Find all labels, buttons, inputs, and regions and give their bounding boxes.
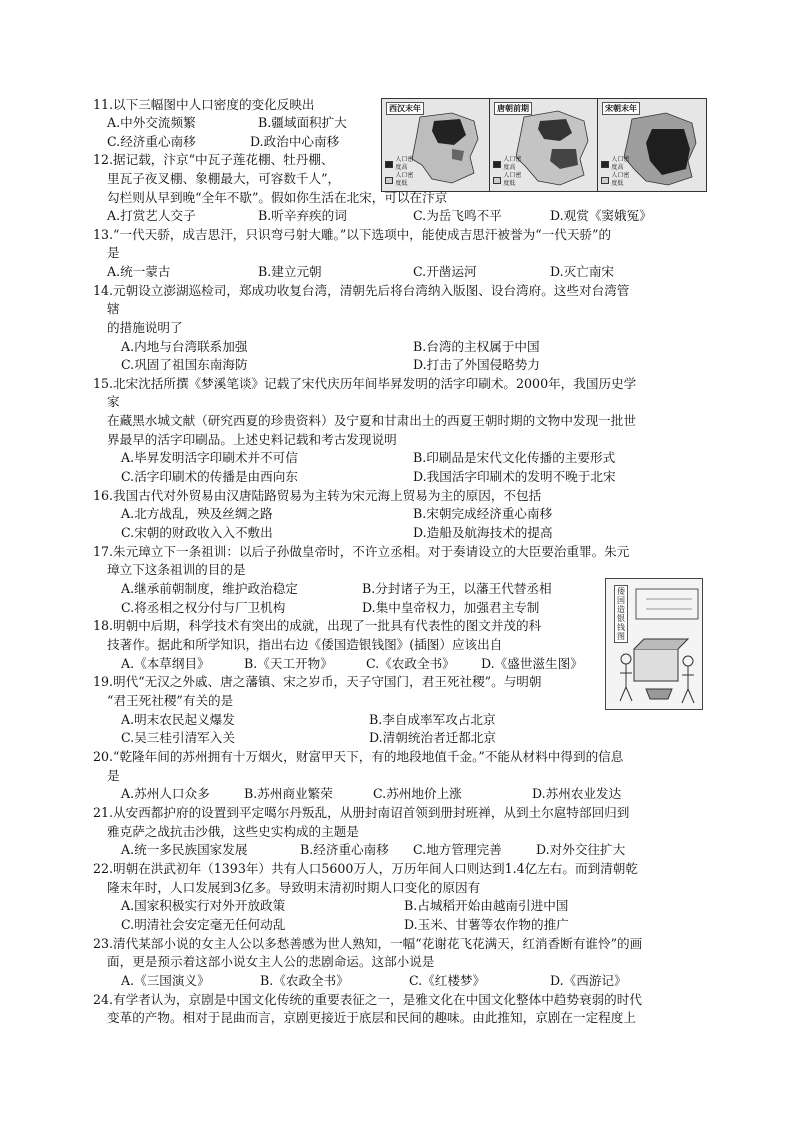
q19-stem-2: “君王死社稷”有关的是 [107,693,234,708]
q19-option-d: D.清朝统治者迁都北京 [369,730,496,745]
q22-option-b: B.占城稻开始由越南引进中国 [404,898,569,913]
q12-stem-3: 勾栏则从早到晚“全年不歇”。假如你生活在北宋，可以在汴京 [107,190,448,205]
q20-stem-2: 是 [107,768,120,783]
q18-stem-2: 技著作。据此和所学知识，指出右边《倭国造银钱图》(插图）应该出自 [107,637,503,652]
q14-stem-1: 14.元朝设立澎湖巡检司，郑成功收复台湾，清朝先后将台湾纳入版图、设台湾府。这些对台湾管 [93,283,630,298]
q17-option-c: C.将丞相之权分付与厂卫机构 [121,600,286,615]
map-title: 西汉末年 [386,102,424,115]
q15-option-b: B.印刷品是宋代文化传播的主要形式 [413,450,616,465]
q21-stem-1: 21.从安西都护府的设置到平定噶尔丹叛乱，从册封南诏首领到册封班禅，从到土尔扈特部回归到 [93,805,630,820]
q21-option-d: D.对外交往扩大 [536,842,626,857]
q23-option-d: D.《西游记》 [550,973,627,988]
q13-stem-1: 13.“一代天骄，成吉思汗，只识弯弓射大雕。”以下选项中，能使成吉思汗被誉为“一代天骄”的 [93,227,612,242]
q21-option-a: A.统一多民族国家发展 [121,842,248,857]
q22-option-c: C.明清社会安定毫无任何动乱 [121,917,286,932]
map-legend: 人口密度高 人口密度低 [601,156,635,188]
q16-option-c: C.宋朝的财政收入入不敷出 [121,525,273,540]
map-title: 唐朝前期 [494,102,532,115]
q14-option-c: C.巩固了祖国东南海防 [121,357,248,372]
q12-option-c: C.为岳飞鸣不平 [413,208,502,223]
q12-option-d: D.观赏《窦娥冤》 [550,208,652,223]
q15-stem-3: 在藏黑水城文献（研究西夏的珍贵资料）及宁夏和甘肃出土的西夏王朝时期的文物中发现一批世 [107,413,636,428]
q16-option-a: A.北方战乱，殃及丝绸之路 [121,506,273,521]
q14-stem-3: 的措施说明了 [107,320,183,335]
q21-option-b: B.经济重心南移 [300,842,389,857]
q13-option-b: B.建立元朝 [258,264,322,279]
q13-option-c: C.开凿运河 [413,264,477,279]
q23-option-c: C.《红楼梦》 [409,973,486,988]
q22-option-d: D.玉米、甘薯等农作物的推广 [404,917,569,932]
map-title: 宋朝末年 [602,102,640,115]
q12-stem-1: 12.据记载，汴京“中瓦子莲花棚、牡丹棚、 [93,152,334,167]
q13-option-d: D.灭亡南宋 [550,264,615,279]
q12-option-b: B.听辛弃疾的词 [258,208,347,223]
illustration-caption: 倭国造银钱图 [614,585,628,643]
map-late-song [597,98,707,192]
q11-option-d: D.政治中心南移 [250,134,340,149]
q18-option-b: B.《天工开物》 [244,656,333,671]
q19-option-a: A.明末农民起义爆发 [121,712,235,727]
q15-option-d: D.我国活字印刷术的发明不晚于北宋 [413,469,616,484]
q22-option-a: A.国家积极实行对外开放政策 [121,898,286,913]
q20-option-a: A.苏州人口众多 [121,786,210,801]
q23-option-b: B.《农政全书》 [260,973,349,988]
q20-option-d: D.苏州农业发达 [532,786,622,801]
q17-option-a: A.继承前朝制度，维护政治稳定 [121,581,298,596]
minting-illustration [605,578,703,710]
q11-option-c: C.经济重心南移 [107,134,196,149]
q12-stem-2: 里瓦子夜叉棚、象棚最大，可容数千人”， [107,171,341,186]
q14-option-a: A.内地与台湾联系加强 [121,339,248,354]
q17-stem-2: 璋立下这条祖训的目的是 [107,562,246,577]
q18-option-d: D.《盛世滋生图》 [481,656,583,671]
map-early-tang [489,98,599,192]
q20-option-c: C.苏州地价上涨 [373,786,462,801]
q15-stem-2: 家 [107,394,120,409]
q15-stem-1: 15.北宋沈括所撰《梦溪笔谈》记载了宋代庆历年间毕昇发明的活字印刷术。2000年，我国历史学 [93,376,637,391]
q14-stem-2: 辖 [107,301,120,316]
map-western-han [381,98,491,192]
q17-option-b: B.分封诸子为王，以藩王代替丞相 [362,581,552,596]
q24-stem-2: 变革的产物。相对于昆曲而言，京剧更接近于底层和民间的趣味。由此推知，京剧在一定程度上 [107,1010,636,1025]
q16-stem: 16.我国古代对外贸易由汉唐陆路贸易为主转为宋元海上贸易为主的原因，不包括 [93,488,542,503]
q22-stem-2: 隆末年时，人口发展到3亿多。导致明末清初时期人口变化的原因有 [107,880,481,895]
q23-stem-1: 23.清代某部小说的女主人公以多愁善感为世人熟知，一幅“花谢花飞花满天，红消香断有谁怜”的画 [93,936,643,951]
q18-stem-1: 18.明朝中后期，科学技术有突出的成就，出现了一批具有代表性的图文并茂的科 [93,618,542,633]
q16-option-d: D.造船及航海技术的提高 [413,525,553,540]
q11-stem: 11.以下三幅图中人口密度的变化反映出 [93,97,315,112]
q17-stem-1: 17.朱元璋立下一条祖训：以后子孙做皇帝时，不许立丞相。对于奏请设立的大臣要治重罪。朱元 [93,544,630,559]
q13-stem-2: 是 [107,245,120,260]
q21-stem-2: 雅克萨之战抗击沙俄，这些史实构成的主题是 [107,824,359,839]
q22-stem-1: 22.明朝在洪武初年（1393年）共有人口5600万人，万历年间人口则达到1.4亿左右。而到清朝乾 [93,861,638,876]
q23-option-a: A.《三国演义》 [121,973,210,988]
q16-option-b: B.宋朝完成经济重心南移 [413,506,553,521]
q20-option-b: B.苏州商业繁荣 [244,786,333,801]
q11-option-a: A.中外交流频繁 [107,115,196,130]
q19-option-b: B.李自成率军攻占北京 [369,712,496,727]
q18-option-c: C.《农政全书》 [366,656,455,671]
map-legend: 人口密度高 人口密度低 [385,156,419,188]
q21-option-c: C.地方管理完善 [413,842,502,857]
q20-stem-1: 20.“乾隆年间的苏州拥有十万烟火，财富甲天下，有的地段地值千金。”不能从材料中得到的信息 [93,749,624,764]
q19-option-c: C.吴三桂引清军入关 [121,730,235,745]
q17-option-d: D.集中皇帝权力，加强君主专制 [362,600,540,615]
map-legend: 人口密度高 人口密度低 [493,156,527,188]
q15-option-a: A.毕昇发明活字印刷术并不可信 [121,450,298,465]
q14-option-b: B.台湾的主权属于中国 [413,339,540,354]
q15-stem-4: 界最早的活字印刷品。上述史料记载和考古发现说明 [107,432,397,447]
q24-stem-1: 24.有学者认为，京剧是中国文化传统的重要表征之一，是雅文化在中国文化整体中趋势衰弱的时代 [93,992,642,1007]
q12-option-a: A.打赏艺人交子 [107,208,196,223]
q18-option-a: A.《本草纲目》 [121,656,210,671]
q23-stem-2: 面，更是预示着这部小说女主人公的悲剧命运。这部小说是 [107,954,435,969]
q19-stem-1: 19.明代“无汉之外戚、唐之藩镇、宋之岁币，天子守国门，君王死社稷”。与明朝 [93,674,542,689]
q13-option-a: A.统一蒙古 [107,264,171,279]
q15-option-c: C.活字印刷术的传播是由西向东 [121,469,298,484]
q14-option-d: D.打击了外国侵略势力 [413,357,540,372]
q11-option-b: B.疆域面积扩大 [258,115,347,130]
